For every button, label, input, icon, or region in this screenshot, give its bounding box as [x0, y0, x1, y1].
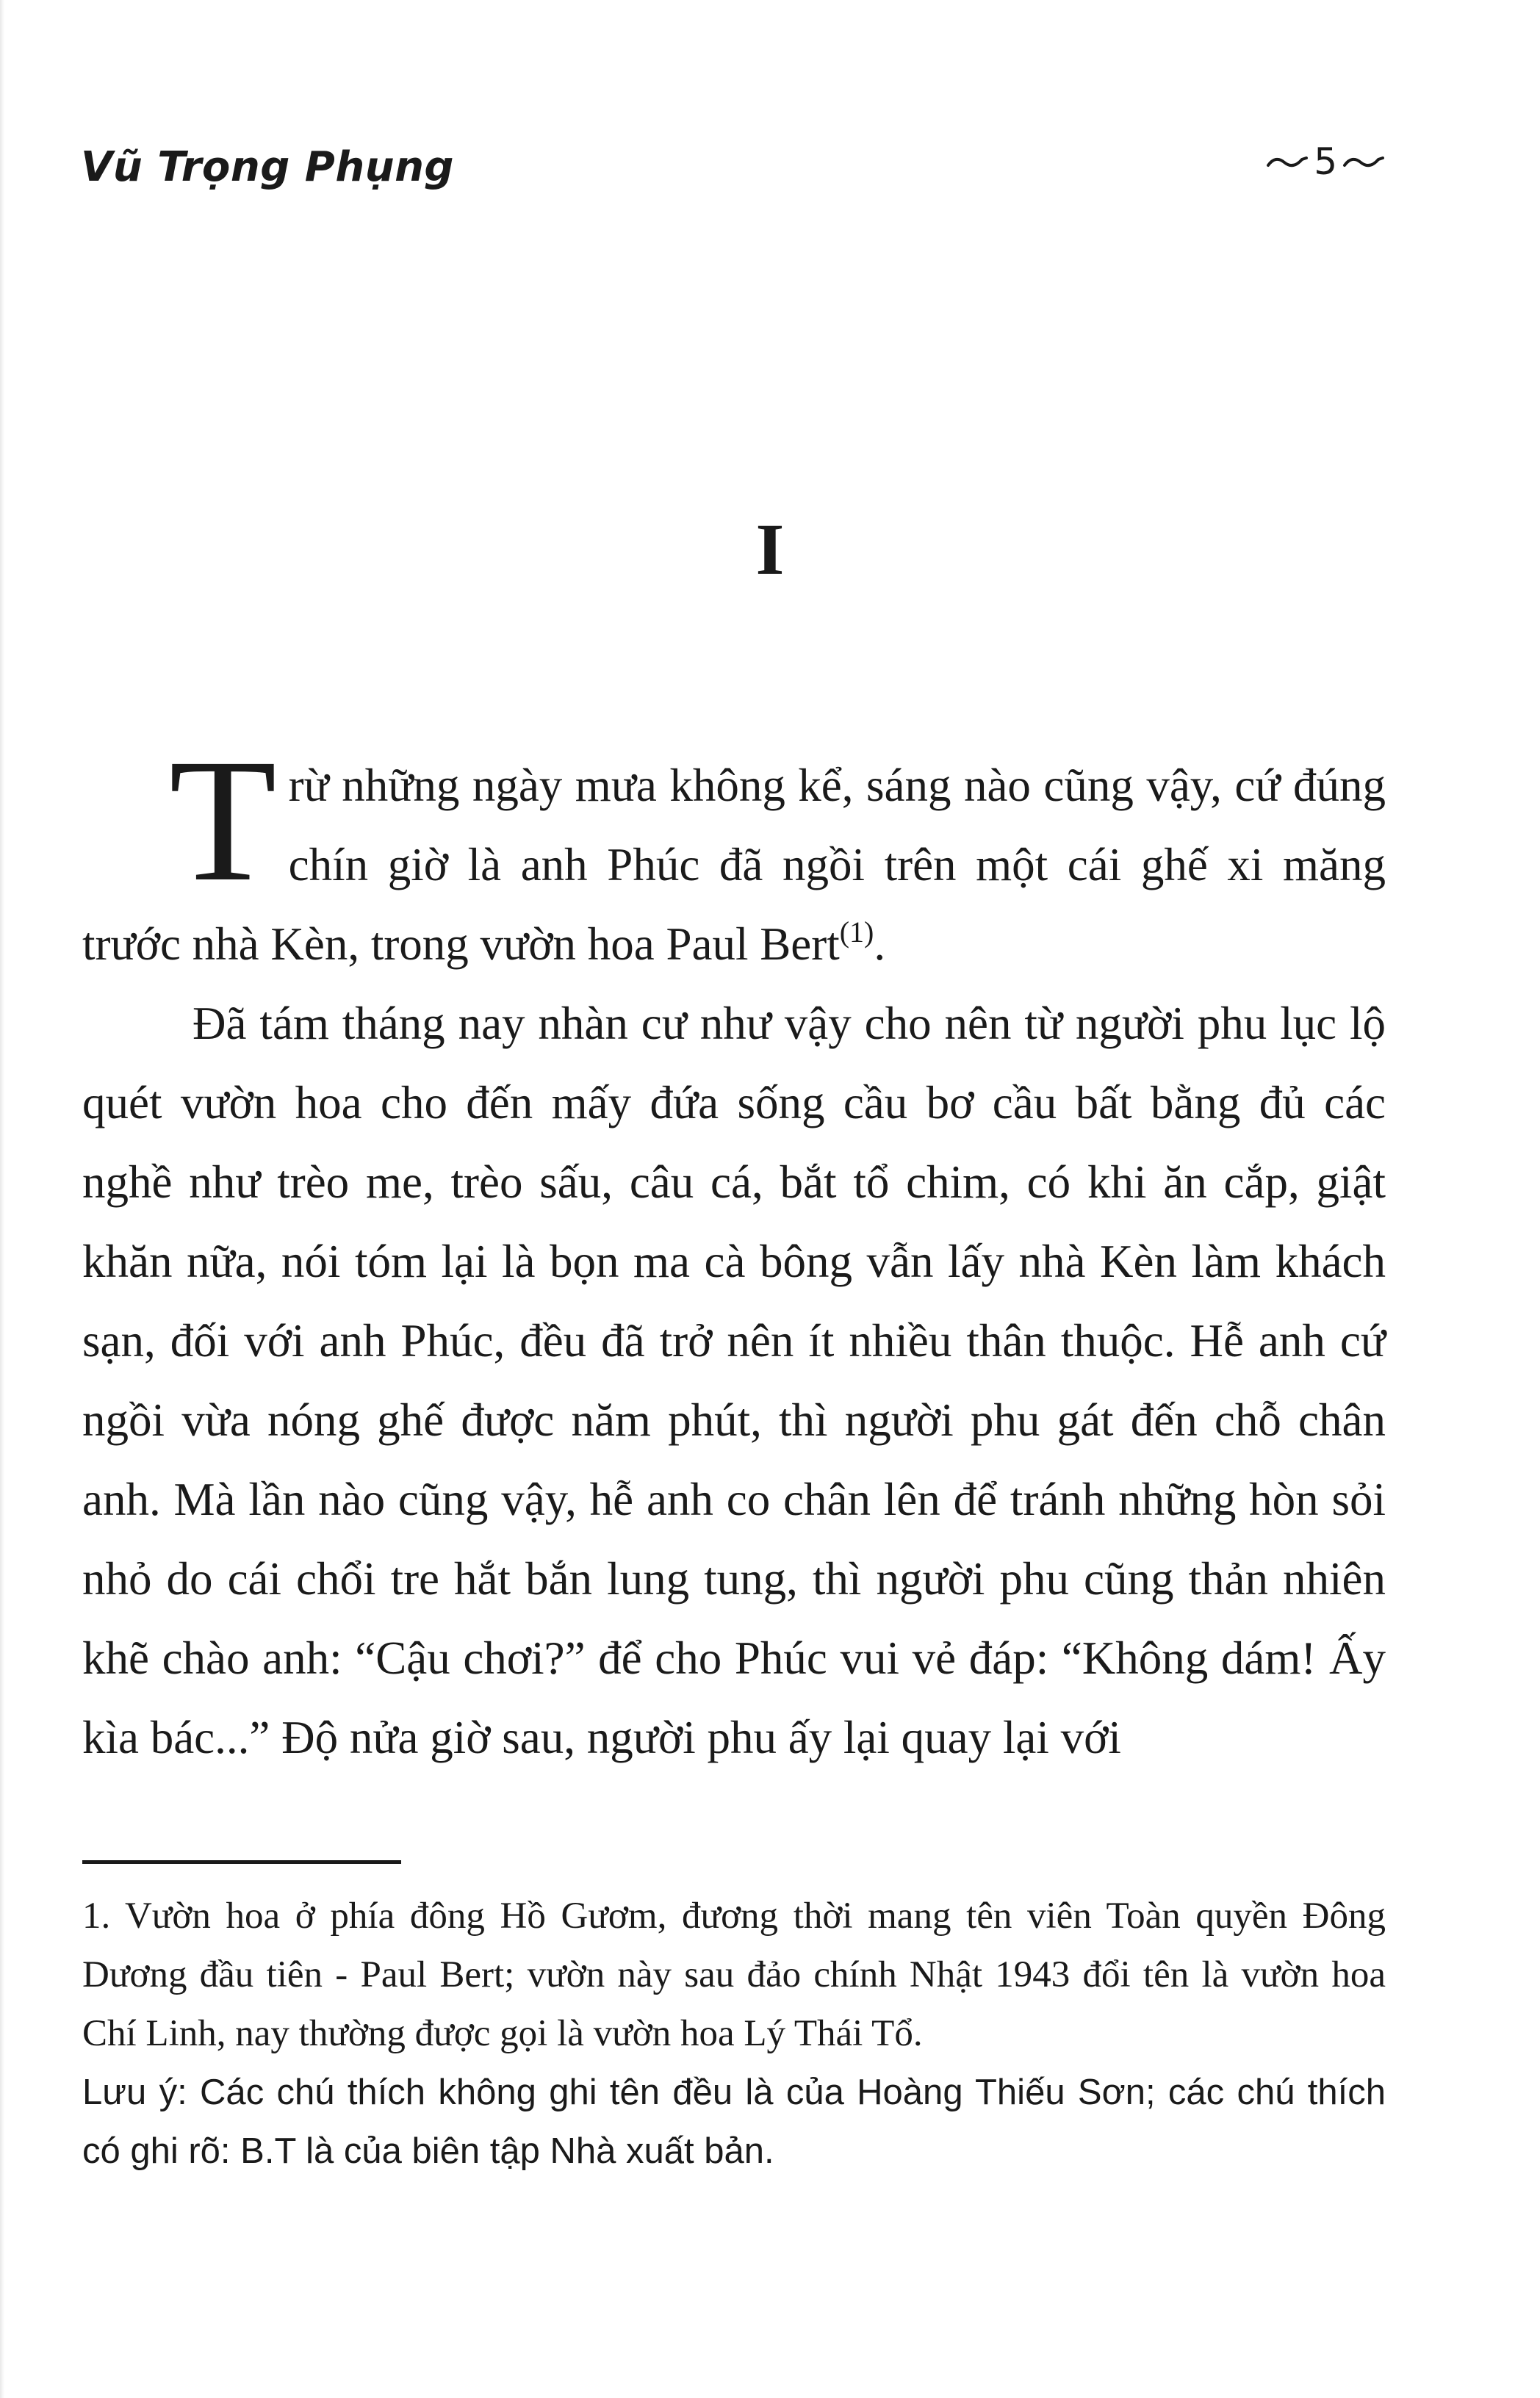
editor-note: Lưu ý: Các chú thích không ghi tên đều là của Hoàng Thiếu Sơn; các chú thích có ghi rõ: B.T là của biên tập Nhà xuất bản. [82, 2073, 1386, 2171]
running-header [81, 140, 1386, 209]
page-number-group [1265, 140, 1386, 183]
paragraph-1 [82, 722, 1386, 984]
footnote-reference: (1) [839, 915, 874, 948]
paragraph-1-text: rừ những ngày mưa không kể, sáng nào cũng vậy, cứ đúng chín giờ là anh Phúc đã ngồi trên một cái ghế xi măng trước nhà Kèn, trong vườn hoa Paul Bert [82, 760, 1386, 970]
page-edge [0, 0, 4, 2398]
chapter-heading: I [755, 508, 785, 590]
footnote-1: 1. Vườn hoa ở phía đông Hồ Gươm, đương thời mang tên viên Toàn quyền Đông Dương đầu tiên - Paul Bert; vườn này sau đảo chính Nhật 1943 đổi tên là vườn hoa Chí Linh, nay thường được gọi là vườn hoa Lý Thái Tổ. [82, 1895, 1386, 2054]
page-number: 5 [1314, 140, 1337, 183]
footnotes [82, 1887, 1386, 2181]
footnote-separator [82, 1860, 401, 1864]
body-text [82, 722, 1386, 1777]
tilde-ornament-left-icon [1265, 152, 1309, 171]
drop-cap: T [169, 722, 277, 918]
paragraph-2: Đã tám tháng nay nhàn cư như vậy cho nên từ người phu lục lộ quét vườn hoa cho đến mấy đứa sống cầu bơ cầu bất bằng đủ các nghề như trèo me, trèo sấu, câu cá, bắt tổ chim, có khi ăn cắp, giật khăn nữa, nói tóm lại là bọn ma cà bông vẫn lấy nhà Kèn làm khách sạn, đối với anh Phúc, đều đã trở nên ít nhiều thân thuộc. Hễ anh cứ ngồi vừa nóng ghế được năm phút, thì người phu gát đến chỗ chân anh. Mà lần nào cũng vậy, hễ anh co chân lên để tránh những hòn sỏi nhỏ do cái chổi tre hắt bắn lung tung, thì người phu cũng thản nhiên khẽ chào anh: “Cậu chơi?” để cho Phúc vui vẻ đáp: “Không dám! Ấy kìa bác...” Độ nửa giờ sau, người phu ấy lại quay lại với [82, 998, 1386, 1763]
paragraph-1-end: . [874, 918, 886, 970]
tilde-ornament-right-icon [1342, 152, 1386, 171]
author-name: Vũ Trọng Phụng [81, 143, 455, 191]
